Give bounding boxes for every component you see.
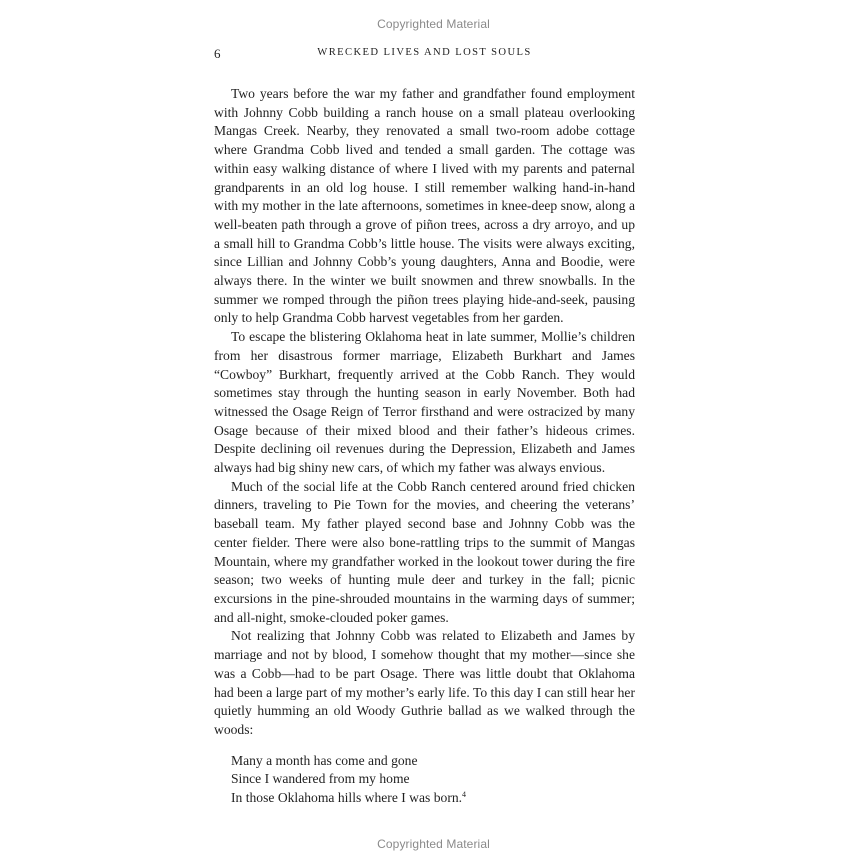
paragraph: Two years before the war my father and grandfather found employment with Johnny Cobb building a ranch house on a small plateau overlooking Mangas Creek. Nearby, they renovated a small two-room adobe cottage where Grandma Cobb lived and tended a small garden. The cottage was within easy walking distance of where I lived with my parents and paternal grandparents in an old log house. I still remember walking hand-in-hand with my mother in the late afternoons, sometimes in knee-deep snow, along a well-beaten path through a grove of piñon trees, across a dry arroyo, and up a small hill to Grandma Cobb’s little house. The visits were always exciting, since Lillian and Johnny Cobb’s young daughters, Anna and Boodie, were always there. In the winter we built snowmen and threw snowballs. In the summer we romped through the piñon trees playing hide-and-seek, pausing only to help Grandma Cobb harvest vegetables from her garden. — [214, 86, 635, 326]
body-text — [214, 85, 635, 808]
paragraph: Much of the social life at the Cobb Ranch centered around fried chicken dinners, traveling to Pie Town for the movies, and cheering the veterans’ baseball team. My father played second base and Johnny Cobb was the center fielder. There were also bone-rattling trips to the summit of Mangas Mountain, where my grandfather worked in the lookout tower during the fire season; two weeks of hunting mule deer and turkey in the fall; picnic excursions in the pine-shrouded mountains in the warming days of summer; and all-night, smoke-clouded poker games. — [214, 478, 635, 625]
verse-quote — [214, 752, 635, 808]
copyright-watermark-bottom: Copyrighted Material — [377, 837, 490, 851]
verse-line — [231, 789, 635, 808]
verse-line: Since I wandered from my home — [231, 771, 410, 787]
page-number: 6 — [214, 46, 221, 61]
paragraph: To escape the blistering Oklahoma heat in late summer, Mollie’s children from her disastrous former marriage, Elizabeth Burkhart and James “Cowboy” Burkhart, frequently arrived at the Cobb Ranch. They would sometimes stay through the hunting season in early November. Both had witnessed the Osage Reign of Terror firsthand and were ostracized by many Osage because of their mixed blood and their father’s hideous crimes. Despite declining oil revenues during the Depression, Elizabeth and James always had big shiny new cars, of which my father was always envious. — [214, 329, 635, 476]
running-title: WRECKED LIVES AND LOST SOULS — [317, 47, 532, 58]
verse-line-text: In those Oklahoma hills where I was born. — [231, 790, 463, 806]
paragraph: Not realizing that Johnny Cobb was related to Elizabeth and James by marriage and not by blood, I somehow thought that my mother—since she was a Cobb—had to be part Osage. There was little doubt that Oklahoma had been a large part of my mother’s early life. To this day I can still hear her quietly humming an old Woody Guthrie ballad as we walked through the woods: — [214, 628, 635, 737]
copyright-watermark-top: Copyrighted Material — [377, 17, 490, 31]
running-head — [214, 46, 635, 62]
verse-line: Many a month has come and gone — [231, 752, 418, 768]
footnote-marker: 4 — [462, 790, 467, 800]
